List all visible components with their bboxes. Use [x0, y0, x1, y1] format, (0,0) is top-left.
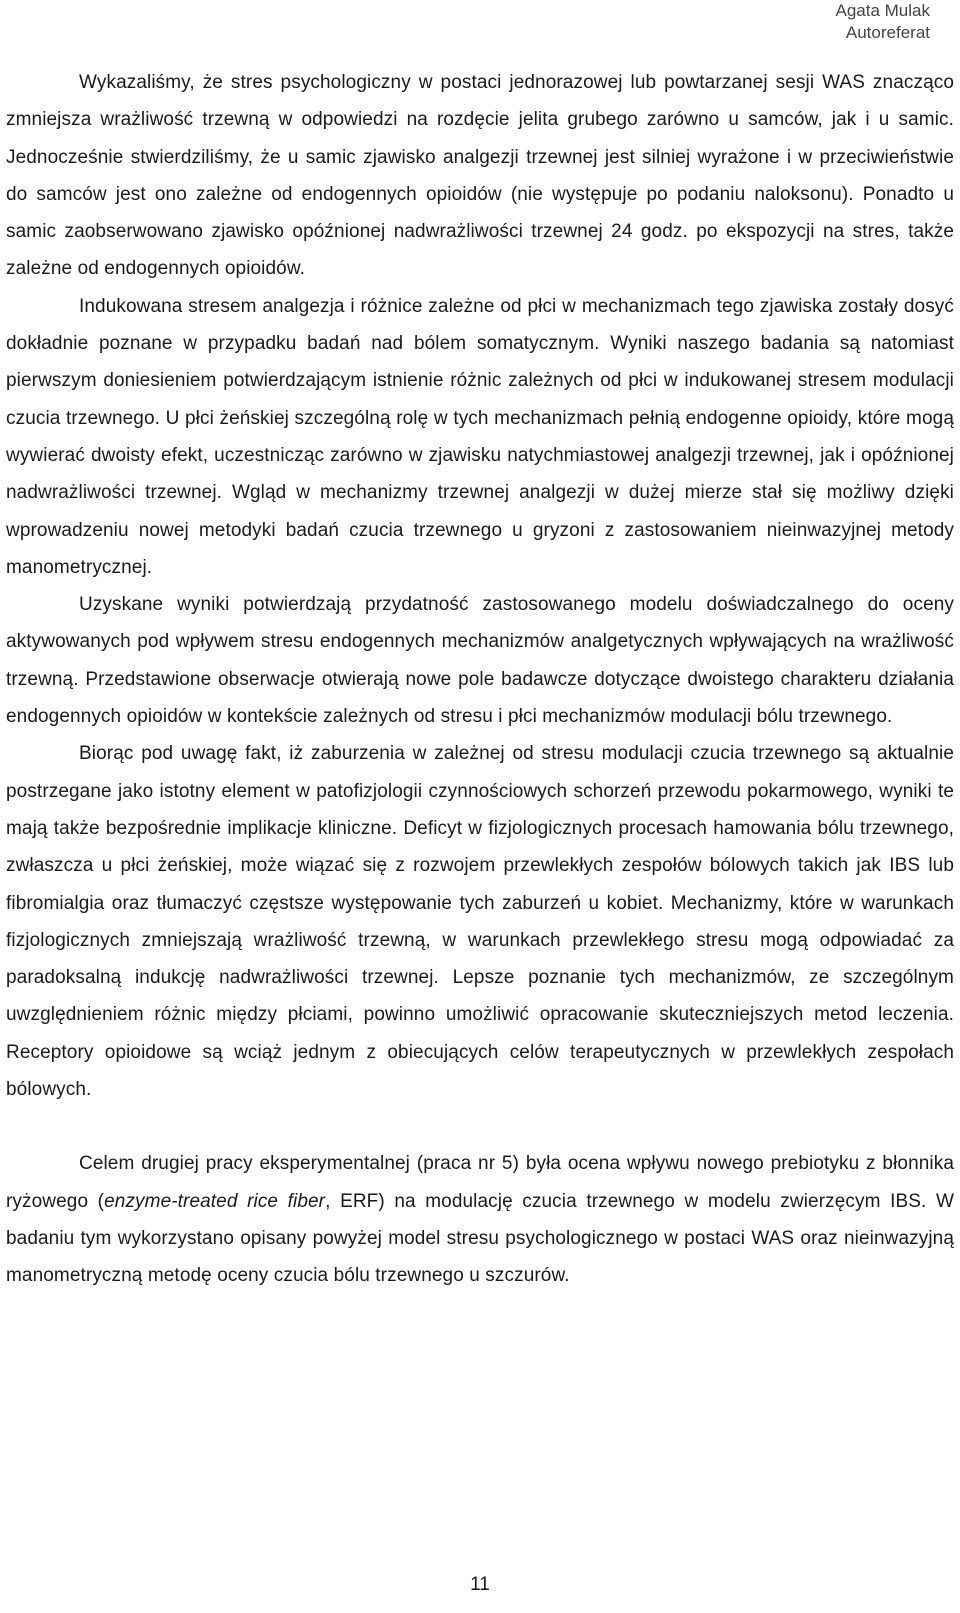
paragraph-5-italic-term: enzyme-treated rice fiber	[104, 1190, 326, 1212]
page-header	[836, 0, 931, 44]
header-document-type: Autoreferat	[845, 23, 930, 42]
paragraph-2: Indukowana stresem analgezja i różnice zależne od płci w mechanizmach tego zjawiska zostały dosyć dokładnie poznane w przypadku badań nad bólem somatycznym. Wyniki naszego badania są natomiast pierwszym doniesieniem potwierdzającym istnienie różnic zależnych od płci w indukowanej stresem modulacji czucia trzewnego. U płci żeńskiej szczególną rolę w tych mechanizmach pełnią endogenne opioidy, które mogą wywierać dwoisty efekt, uczestnicząc zarówno w zjawisku natychmiastowej analgezji trzewnej, jak i opóźnionej nadwrażliwości trzewnej. Wgląd w mechanizmy trzewnej analgezji w dużej mierze stał się możliwy dzięki wprowadzeniu nowej metodyki badań czucia trzewnego u gryzoni z zastosowaniem nieinwazyjnej metody manometrycznej.	[6, 295, 954, 578]
document-body	[6, 64, 954, 1295]
page-number: 11	[470, 1574, 490, 1595]
paragraph-4: Biorąc pod uwagę fakt, iż zaburzenia w zależnej od stresu modulacji czucia trzewnego są aktualnie postrzegane jako istotny element w patofizjologii czynnościowych schorzeń przewodu pokarmowego, wyniki te mają także bezpośrednie implikacje kliniczne. Deficyt w fizjologicznych procesach hamowania bólu trzewnego, zwłaszcza u płci żeńskiej, może wiązać się z rozwojem przewlekłych zespołów bólowych takich jak IBS lub fibromialgia oraz tłumaczyć częstsze występowanie tych zaburzeń u kobiet. Mechanizmy, które w warunkach fizjologicznych zmniejszają wrażliwość trzewną, w warunkach przewlekłego stresu mogą odpowiadać za paradoksalną indukcję nadwrażliwości trzewnej. Lepsze poznanie tych mechanizmów, ze szczególnym uwzględnieniem różnic między płciami, powinno umożliwić opracowanie skuteczniejszych metod leczenia. Receptory opioidowe są wciąż jednym z obiecujących celów terapeutycznych w przewlekłych zespołach bólowych.	[6, 743, 954, 1101]
paragraph-5-text-start: Celem drugiej pracy eksperymentalnej (praca nr 5) była ocena wpływu nowego prebiotyku z błonnika ryżowego (	[6, 1153, 954, 1212]
paragraph-1: Wykazaliśmy, że stres psychologiczny w postaci jednorazowej lub powtarzanej sesji WAS znacząco zmniejsza wrażliwość trzewną w odpowiedzi na rozdęcie jelita grubego zarówno u samców, jak i u samic. Jednocześnie stwierdziliśmy, że u samic zjawisko analgezji trzewnej jest silniej wyrażone i w przeciwieństwie do samców jest ono zależne od endogennych opioidów (nie występuje po podaniu naloksonu). Ponadto u samic zaobserwowano zjawisko opóźnionej nadwrażliwości trzewnej 24 godz. po ekspozycji na stres, także zależne od endogennych opioidów.	[6, 72, 954, 280]
header-author: Agata Mulak	[835, 1, 930, 20]
paragraph-5-text-end: , ERF) na modulację czucia trzewnego w modelu zwierzęcym IBS. W badaniu tym wykorzystano opisany powyżej model stresu psychologicznego w postaci WAS oraz nieinwazyjną manometryczną metodę oceny czucia bólu trzewnego u szczurów.	[6, 1190, 954, 1287]
paragraph-3: Uzyskane wyniki potwierdzają przydatność zastosowanego modelu doświadczalnego do oceny aktywowanych pod wpływem stresu endogennych mechanizmów analgetycznych wpływających na wrażliwość trzewną. Przedstawione obserwacje otwierają nowe pole badawcze dotyczące dwoistego charakteru działania endogennych opioidów w kontekście zależnych od stresu i płci mechanizmów modulacji bólu trzewnego.	[6, 594, 954, 728]
paragraph-5	[6, 1145, 954, 1294]
